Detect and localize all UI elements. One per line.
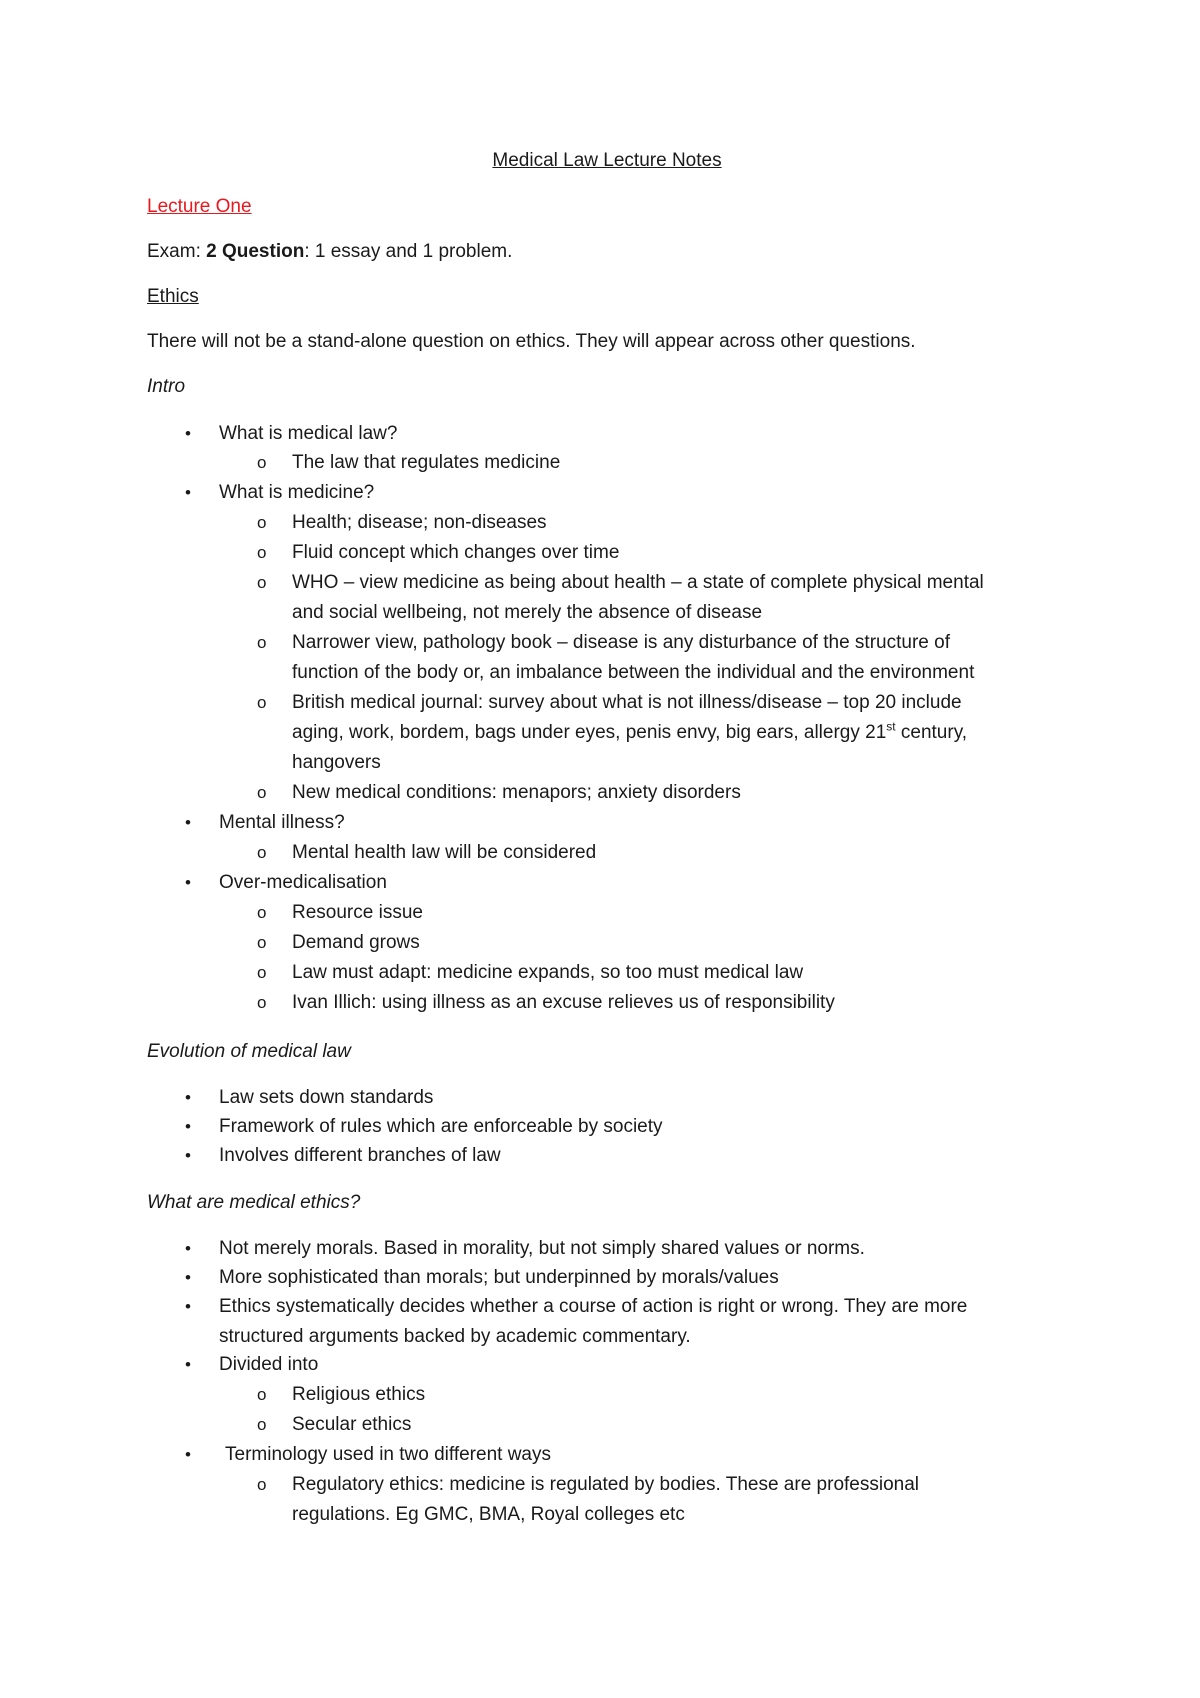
list-item: • What is medical law? <box>147 419 1047 449</box>
ethics-heading: Ethics <box>147 286 199 307</box>
bullet-icon: • <box>185 1146 191 1165</box>
list-item: • Terminology used in two different ways <box>147 1440 1047 1470</box>
sub-bullet-icon: o <box>257 453 267 472</box>
sub-list-item: o British medical journal: survey about what is not illness/disease – top 20 include aging, work, bordem, bags under eyes, penis envy, big ears, allergy 21st century, hangovers <box>147 688 1047 778</box>
bullet-icon: • <box>185 424 191 443</box>
ethics2-heading: What are medical ethics? <box>147 1192 361 1213</box>
sub-list-item: o Mental health law will be considered <box>147 838 1047 868</box>
bullet-icon: • <box>185 1117 191 1136</box>
sub-bullet-icon: o <box>257 573 267 592</box>
exam-suffix: : 1 essay and 1 problem. <box>304 241 513 262</box>
sub-bullet-icon: o <box>257 903 267 922</box>
list-item: • Not merely morals. Based in morality, but not simply shared values or norms. <box>147 1234 1047 1264</box>
list-item: • Involves different branches of law <box>147 1141 1047 1171</box>
list-item: • Framework of rules which are enforceable by society <box>147 1112 1047 1142</box>
ethics-note: There will not be a stand-alone question on ethics. They will appear across other questions. <box>147 331 916 352</box>
sub-bullet-icon: o <box>257 1475 267 1494</box>
sub-list-item: o Fluid concept which changes over time <box>147 538 1047 568</box>
sub-bullet-icon: o <box>257 1415 267 1434</box>
sub-list-item: o Ivan Illich: using illness as an excuse relieves us of responsibility <box>147 988 1047 1018</box>
sub-list-item: o Narrower view, pathology book – disease is any disturbance of the structure of function of the body or, an imbalance between the individual and the environment <box>147 628 1047 688</box>
exam-prefix: Exam: <box>147 241 207 262</box>
bullet-icon: • <box>185 1445 191 1464</box>
list-item: • Over-medicalisation <box>147 868 1047 898</box>
bullet-icon: • <box>185 873 191 892</box>
bullet-icon: • <box>185 1355 191 1374</box>
list-item: • Law sets down standards <box>147 1083 1047 1113</box>
sub-bullet-icon: o <box>257 993 267 1012</box>
sub-list-item: o Regulatory ethics: medicine is regulated by bodies. These are professional regulations. Eg GMC, BMA, Royal colleges etc <box>147 1470 1047 1530</box>
intro-heading: Intro <box>147 376 186 397</box>
bullet-icon: • <box>185 1239 191 1258</box>
list-item: • Ethics systematically decides whether a course of action is right or wrong. They are more structured arguments backed by academic commentary. <box>147 1292 1047 1352</box>
sub-list-item: o New medical conditions: menapors; anxiety disorders <box>147 778 1047 808</box>
sub-bullet-icon: o <box>257 633 267 652</box>
list-item: • What is medicine? <box>147 478 1047 508</box>
exam-bold: 2 Question <box>206 241 305 262</box>
sub-bullet-icon: o <box>257 513 267 532</box>
lecture-heading: Lecture One <box>147 196 252 217</box>
list-item: • More sophisticated than morals; but underpinned by morals/values <box>147 1263 1047 1293</box>
bullet-icon: • <box>185 483 191 502</box>
sub-list-item: o Religious ethics <box>147 1380 1047 1410</box>
sub-list-item: o The law that regulates medicine <box>147 448 1047 478</box>
sub-bullet-icon: o <box>257 693 267 712</box>
sub-bullet-icon: o <box>257 933 267 952</box>
list-item: • Mental illness? <box>147 808 1047 838</box>
evolution-heading: Evolution of medical law <box>147 1041 351 1062</box>
bullet-icon: • <box>185 1268 191 1287</box>
sub-list-item: o Demand grows <box>147 928 1047 958</box>
sub-list-item: o WHO – view medicine as being about health – a state of complete physical mental and social wellbeing, not merely the absence of disease <box>147 568 1047 628</box>
sub-bullet-icon: o <box>257 1385 267 1404</box>
sub-list-item: o Health; disease; non-diseases <box>147 508 1047 538</box>
sub-bullet-icon: o <box>257 963 267 982</box>
sub-bullet-icon: o <box>257 783 267 802</box>
sub-list-item: o Resource issue <box>147 898 1047 928</box>
bullet-icon: • <box>185 1088 191 1107</box>
exam-info <box>147 237 512 267</box>
document-title: Medical Law Lecture Notes <box>492 150 722 171</box>
sub-bullet-icon: o <box>257 843 267 862</box>
sub-bullet-icon: o <box>257 543 267 562</box>
bullet-icon: • <box>185 1297 191 1316</box>
bullet-icon: • <box>185 813 191 832</box>
list-item: • Divided into <box>147 1350 1047 1380</box>
sub-list-item: o Law must adapt: medicine expands, so too must medical law <box>147 958 1047 988</box>
sub-list-item: o Secular ethics <box>147 1410 1047 1440</box>
